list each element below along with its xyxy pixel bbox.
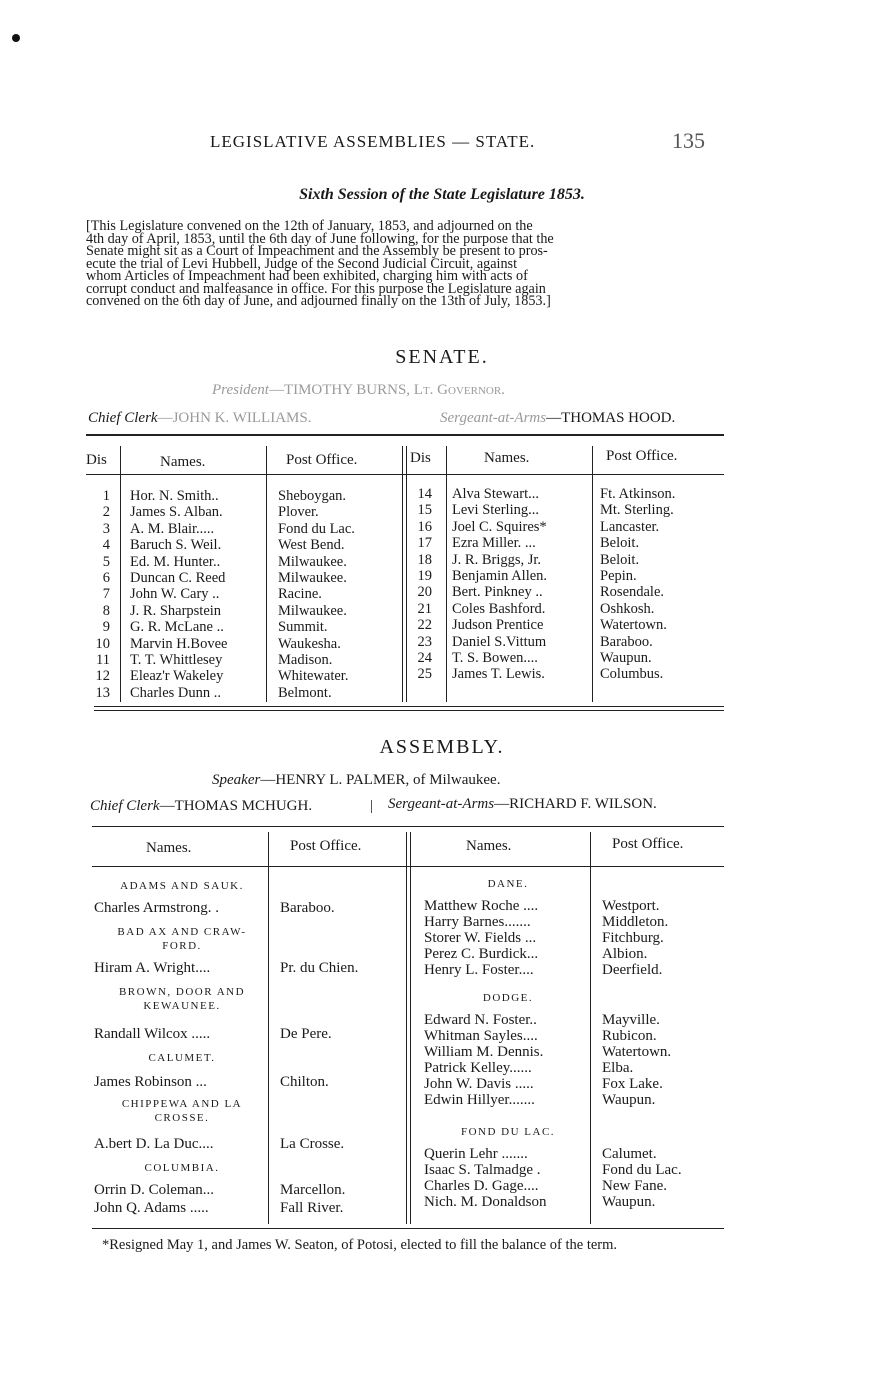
- assembly-col-rule: [590, 832, 591, 1224]
- post-office: Milwaukee.: [278, 602, 347, 619]
- assembly-header-rule: [92, 866, 724, 867]
- post-office: Mayville.: [602, 1012, 660, 1028]
- district-number: 2: [102, 504, 110, 521]
- district-number: 9: [102, 619, 110, 636]
- county-heading: COLUMBIA.: [144, 1162, 220, 1174]
- senate-header-po: Post Office.: [286, 452, 358, 468]
- intro-line: convened on the 6th day of June, and adjourned finally on the 13th of July, 1853.]: [86, 293, 551, 309]
- chief-clerk-label: Chief Clerk: [88, 410, 158, 426]
- post-office: Fitchburg.: [602, 930, 664, 946]
- intro-line: ecute the trial of Levi Hubbell, Judge of the Second Judicial Circuit, against: [86, 255, 518, 272]
- post-office: Plover.: [278, 504, 319, 521]
- post-office: Baraboo.: [600, 633, 653, 650]
- intro-line: 4th day of April, 1853, until the 6th day of June following, for the purpose that the: [86, 230, 554, 247]
- post-office: Fond du Lac.: [602, 1162, 682, 1178]
- member-name: Patrick Kelley......: [424, 1060, 532, 1076]
- post-office: Marcellon.: [280, 1182, 346, 1198]
- post-office: Pepin.: [600, 568, 637, 584]
- senate-sergeant: [440, 410, 675, 427]
- district-number: 20: [417, 584, 432, 601]
- ink-spot: [12, 34, 20, 42]
- member-name: Randall Wilcox .....: [94, 1026, 211, 1042]
- assembly-heading: ASSEMBLY.: [379, 736, 505, 758]
- member-name: Whitman Sayles....: [424, 1028, 538, 1044]
- senate-col-rule: [266, 446, 267, 702]
- senate-chief-clerk: [88, 410, 311, 427]
- post-office: Fall River.: [280, 1200, 344, 1216]
- sergeant-label: Sergeant-at-Arms: [388, 796, 495, 812]
- district-number: 24: [417, 650, 432, 666]
- county-heading: FORD.: [162, 940, 202, 952]
- district-number: 4: [102, 537, 110, 554]
- senate-header-names: Names.: [160, 454, 206, 470]
- district-number: 23: [417, 633, 432, 650]
- senator-name: Bert. Pinkney ..: [452, 584, 543, 601]
- sergeant-label: Sergeant-at-Arms: [440, 410, 547, 426]
- senator-name: John W. Cary ..: [130, 586, 220, 603]
- senator-name: Daniel S.Vittum: [452, 633, 547, 650]
- senate-col-rule: [120, 446, 121, 702]
- member-name: Hiram A. Wright....: [94, 960, 211, 976]
- post-office: Pr. du Chien.: [280, 960, 359, 976]
- senate-header-names: Names.: [484, 450, 530, 466]
- assembly-separator: |: [370, 798, 374, 814]
- senate-header-rule: [86, 474, 724, 475]
- post-office: Rubicon.: [602, 1028, 657, 1044]
- post-office: Milwaukee.: [278, 570, 347, 586]
- senator-name: J. R. Sharpstein: [130, 602, 222, 619]
- senate-col-rule: [406, 446, 407, 702]
- post-office: Waupun.: [600, 650, 652, 666]
- post-office: Sheboygan.: [278, 488, 347, 504]
- county-heading: CROSSE.: [154, 1112, 210, 1124]
- senator-name: J. R. Briggs, Jr.: [452, 551, 542, 568]
- district-number: 1: [102, 488, 110, 504]
- county-heading: BAD AX AND CRAW-: [117, 926, 247, 938]
- member-name: Nich. M. Donaldson: [424, 1194, 547, 1210]
- post-office: Calumet.: [602, 1146, 657, 1162]
- district-number: 25: [417, 666, 432, 683]
- post-office: Racine.: [278, 586, 322, 603]
- intro-line: Senate might sit as a Court of Impeachment and the Assembly be present to pros-: [86, 243, 548, 259]
- member-name: John W. Davis .....: [424, 1076, 534, 1092]
- member-name: Storer W. Fields ...: [424, 930, 537, 946]
- county-heading: KEWAUNEE.: [143, 1000, 221, 1012]
- post-office: New Fane.: [602, 1178, 667, 1194]
- member-name: A.bert D. La Duc....: [94, 1136, 214, 1152]
- senator-name: Charles Dunn ..: [130, 684, 222, 701]
- post-office: Ft. Atkinson.: [600, 486, 676, 502]
- senate-col-rule: [592, 446, 593, 702]
- assembly-header-names: Names.: [466, 838, 512, 854]
- session-title: Sixth Session of the State Legislature 1853.: [299, 186, 585, 203]
- page-number: 135: [672, 128, 705, 153]
- member-name: James Robinson ...: [94, 1074, 207, 1090]
- assembly-sergeant: [388, 796, 657, 813]
- member-name: Charles D. Gage....: [424, 1178, 539, 1194]
- post-office: Watertown.: [602, 1044, 672, 1060]
- district-number: 17: [417, 535, 432, 552]
- president-name: —TIMOTHY BURNS, Lt. Governor.: [268, 382, 505, 398]
- member-name: Harry Barnes.......: [424, 914, 531, 930]
- assembly-bottom-rule: [92, 1228, 724, 1229]
- post-office: Waupun.: [602, 1092, 656, 1108]
- post-office: Baraboo.: [280, 900, 335, 916]
- senate-bottom-rule: [94, 706, 724, 707]
- post-office: Milwaukee.: [278, 553, 347, 570]
- district-number: 19: [417, 568, 432, 584]
- assembly-top-rule: [92, 826, 724, 827]
- assembly-speaker: [212, 772, 500, 789]
- district-number: 14: [417, 486, 432, 502]
- member-name: Henry L. Foster....: [424, 962, 534, 978]
- senator-name: Coles Bashford.: [452, 600, 546, 617]
- county-heading: DODGE.: [482, 992, 534, 1004]
- senator-name: Duncan C. Reed: [130, 570, 226, 586]
- district-number: 7: [102, 586, 110, 603]
- running-head: LEGISLATIVE ASSEMBLIES — STATE.: [210, 132, 536, 151]
- senator-name: Hor. N. Smith..: [130, 488, 219, 504]
- post-office: De Pere.: [280, 1026, 332, 1042]
- footnote: *Resigned May 1, and James W. Seaton, of Potosi, elected to fill the balance of the term.: [102, 1237, 618, 1253]
- post-office: Rosendale.: [600, 584, 665, 601]
- member-name: Isaac S. Talmadge .: [424, 1162, 541, 1178]
- senator-name: T. S. Bowen....: [452, 650, 538, 666]
- district-number: 11: [96, 652, 110, 668]
- county-heading: CHIPPEWA AND LA: [121, 1098, 243, 1110]
- senate-header-dist: Dis: [86, 452, 107, 468]
- chief-clerk-name: —THOMAS MCHUGH.: [159, 798, 313, 814]
- post-office: La Crosse.: [280, 1136, 345, 1152]
- senator-name: Eleaz'r Wakeley: [130, 668, 224, 685]
- intro-line: whom Articles of Impeachment had been exhibited, charging him with acts of: [86, 268, 528, 284]
- post-office: Deerfield.: [602, 962, 663, 978]
- assembly-col-rule: [406, 832, 407, 1224]
- assembly-header-po: Post Office.: [612, 836, 684, 852]
- senate-header-po: Post Office.: [606, 448, 678, 464]
- post-office: Watertown.: [600, 617, 667, 634]
- senator-name: Judson Prentice: [452, 617, 544, 634]
- member-name: Perez C. Burdick...: [424, 946, 539, 962]
- senate-header-dist: Dis: [410, 450, 431, 466]
- sergeant-name: —RICHARD F. WILSON.: [494, 796, 657, 812]
- member-name: Querin Lehr .......: [424, 1146, 528, 1162]
- district-number: 3: [102, 520, 110, 537]
- member-name: Matthew Roche ....: [424, 898, 539, 914]
- member-name: William M. Dennis.: [424, 1044, 544, 1060]
- senator-name: T. T. Whittlesey: [130, 652, 223, 668]
- senator-name: Ezra Miller. ...: [452, 535, 536, 552]
- chief-clerk-label: Chief Clerk: [90, 798, 160, 814]
- post-office: Beloit.: [600, 535, 640, 552]
- post-office: Columbus.: [600, 666, 664, 683]
- county-heading: FOND DU LAC.: [460, 1126, 556, 1138]
- post-office: Fox Lake.: [602, 1076, 663, 1092]
- senate-president: [212, 382, 505, 399]
- district-number: 6: [102, 570, 110, 586]
- district-number: 8: [102, 602, 110, 619]
- senator-name: G. R. McLane ..: [130, 619, 224, 636]
- senator-name: Ed. M. Hunter..: [130, 553, 221, 570]
- chief-clerk-name: —JOHN K. WILLIAMS.: [157, 410, 312, 426]
- senator-name: Joel C. Squires*: [452, 518, 547, 535]
- member-name: Charles Armstrong. .: [94, 900, 219, 916]
- senator-name: James T. Lewis.: [452, 666, 545, 683]
- assembly-col-rule: [410, 832, 411, 1224]
- senate-heading: SENATE.: [395, 346, 489, 368]
- assembly-header-names: Names.: [146, 840, 192, 856]
- post-office: Elba.: [602, 1060, 634, 1076]
- member-name: Edward N. Foster..: [424, 1012, 537, 1028]
- district-number: 18: [417, 551, 432, 568]
- district-number: 16: [417, 518, 432, 535]
- district-number: 5: [102, 553, 110, 570]
- speaker-label: Speaker: [212, 772, 261, 788]
- assembly-chief-clerk: [90, 798, 312, 815]
- senator-name: Alva Stewart...: [452, 486, 539, 502]
- county-heading: CALUMET.: [148, 1052, 216, 1064]
- senator-name: James S. Alban.: [130, 504, 223, 521]
- senate-col-rule: [446, 446, 447, 702]
- post-office: Middleton.: [602, 914, 669, 930]
- senate-bottom-rule-2: [94, 710, 724, 711]
- post-office: Madison.: [278, 652, 333, 668]
- speaker-name: —HENRY L. PALMER, of Milwaukee.: [260, 772, 501, 788]
- member-name: John Q. Adams .....: [94, 1200, 209, 1216]
- assembly-header-po: Post Office.: [290, 838, 362, 854]
- district-number: 21: [417, 600, 432, 617]
- post-office: West Bend.: [278, 537, 345, 554]
- senator-name: Baruch S. Weil.: [130, 537, 222, 554]
- president-label: President: [212, 382, 269, 398]
- post-office: Chilton.: [280, 1074, 329, 1090]
- post-office: Beloit.: [600, 551, 640, 568]
- member-name: Orrin D. Coleman...: [94, 1182, 214, 1198]
- district-number: 13: [95, 684, 110, 701]
- district-number: 12: [95, 668, 110, 685]
- post-office: Oshkosh.: [600, 600, 655, 617]
- senator-name: A. M. Blair.....: [130, 520, 215, 537]
- intro-line: [This Legislature convened on the 12th of January, 1853, and adjourned on the: [86, 218, 533, 234]
- post-office: Waukesha.: [278, 635, 341, 652]
- post-office: Mt. Sterling.: [600, 502, 674, 519]
- post-office: Westport.: [602, 898, 660, 914]
- district-number: 22: [417, 617, 432, 634]
- senator-name: Levi Sterling...: [452, 502, 539, 519]
- district-number: 15: [417, 502, 432, 519]
- senate-col-rule: [402, 446, 403, 702]
- member-name: Edwin Hillyer.......: [424, 1092, 535, 1108]
- post-office: Lancaster.: [600, 518, 660, 535]
- post-office: Summit.: [278, 619, 328, 636]
- post-office: Albion.: [602, 946, 648, 962]
- county-heading: DANE.: [487, 878, 529, 890]
- senate-top-rule: [86, 434, 724, 436]
- senator-name: Marvin H.Bovee: [130, 635, 228, 652]
- county-heading: BROWN, DOOR AND: [118, 986, 246, 998]
- senator-name: Benjamin Allen.: [452, 568, 548, 584]
- sergeant-name: —THOMAS HOOD.: [546, 410, 676, 426]
- intro-paragraph: [86, 220, 716, 308]
- intro-line: corrupt conduct and malfeasance in office. For this purpose the Legislature again: [86, 280, 546, 297]
- post-office: Belmont.: [278, 684, 332, 701]
- county-heading: ADAMS AND SAUK.: [120, 880, 244, 892]
- district-number: 10: [95, 635, 110, 652]
- post-office: Waupun.: [602, 1194, 656, 1210]
- post-office: Whitewater.: [278, 668, 349, 685]
- post-office: Fond du Lac.: [278, 520, 355, 537]
